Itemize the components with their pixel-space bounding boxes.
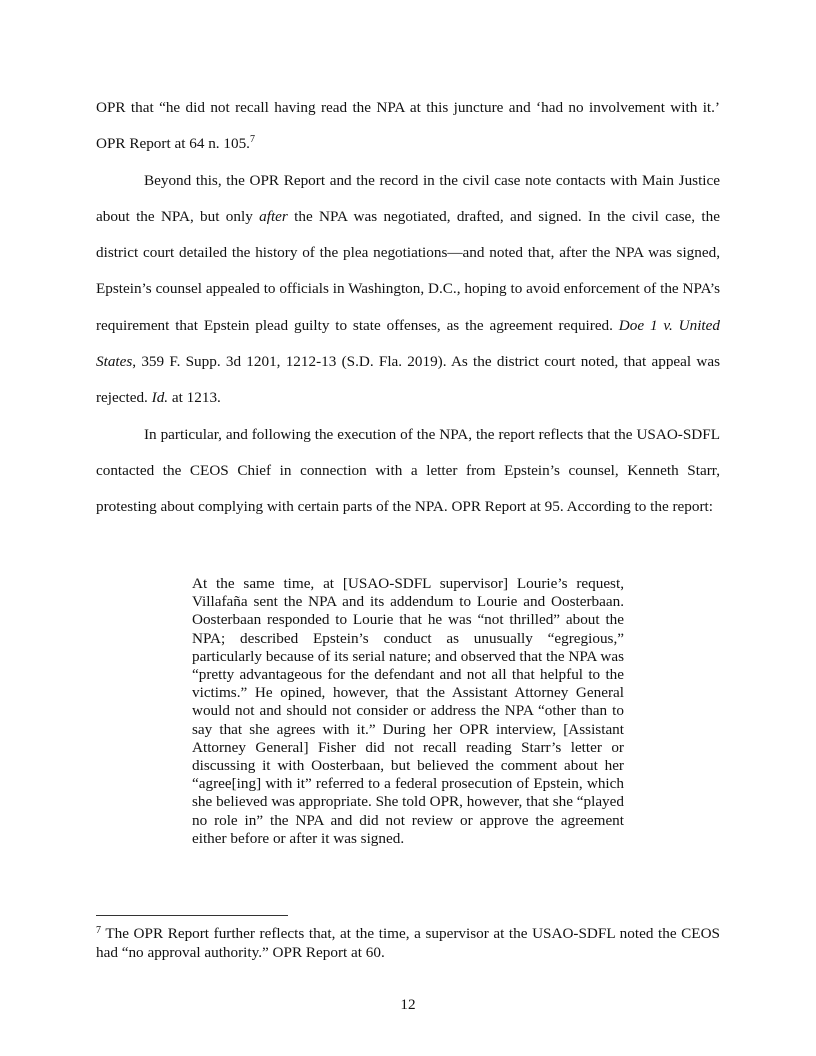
paragraph-2-text: the NPA was negotiated, drafted, and signed. In the civil case, the district court detailed the history of the plea negotiations—and noted that, after the NPA was signed, Epstein’s counsel appealed to officials in Washington, D.C., hoping to avoid enforcement of the NPA’s requirement that Epstein plead guilty to state offenses, as the agreement required. xyxy=(96,207,720,334)
footnote-reference: 7 xyxy=(249,134,255,146)
footnote xyxy=(96,924,720,962)
paragraph-1 xyxy=(96,90,720,163)
paragraph-2-text: , 359 F. Supp. 3d 1201, 1212-13 (S.D. Fla. 2019). As the district court noted, that appeal was rejected. xyxy=(96,353,720,407)
paragraph-3-text: In particular, and following the execution of the NPA, the report reflects that the USAO-SDFL contacted the CEOS Chief in connection with a letter from Epstein’s counsel, Kenneth Starr, protesting about complying with certain parts of the NPA. OPR Report at 95. According to the report: xyxy=(96,425,720,516)
body-text xyxy=(96,90,720,526)
case-citation: Doe 1 v. United States xyxy=(96,316,720,371)
paragraph-3 xyxy=(96,417,720,526)
emphasis-after: after xyxy=(259,207,288,225)
footnote-divider xyxy=(96,915,288,916)
footnote-text: The OPR Report further reflects that, at the time, a supervisor at the USAO-SDFL noted the CEOS had “no approval authority.” OPR Report at 60. xyxy=(96,925,720,961)
paragraph-2 xyxy=(96,163,720,417)
paragraph-2-text: at 1213. xyxy=(168,389,221,407)
paragraph-2-text: Beyond this, the OPR Report and the record in the civil case note contacts with Main Justice about the NPA, but only xyxy=(96,171,720,225)
footnote-number: 7 xyxy=(96,925,101,936)
page-number: 12 xyxy=(400,996,416,1013)
block-quote: At the same time, at [USAO-SDFL supervisor] Lourie’s request, Villafaña sent the NPA and its addendum to Lourie and Oosterbaan. Oosterbaan responded to Lourie that he was “not thrilled” about the NPA; described Epstein’s conduct as unusually “egregious,” particularly because of its serial nature; and observed that the NPA was “pretty advantageous for the defendant and not all that helpful to the victims.” He opined, however, that the Assistant Attorney General would not and should not consider or address the NPA “other than to say that she agrees with it.” During her OPR interview, [Assistant Attorney General] Fisher did not recall reading Starr’s letter or discussing it with Oosterbaan, but believed the comment about her “agree[ing] with it” referred to a federal prosecution of Epstein, which she believed was appropriate. She told OPR, however, that she “played no role in” the NPA and did not review or approve the agreement either before or after it was signed. xyxy=(192,575,624,847)
paragraph-1-text: OPR that “he did not recall having read the NPA at this juncture and ‘had no involvement with it.’ OPR Report at 64 n. 105. xyxy=(96,99,720,153)
id-citation: Id. xyxy=(151,389,169,407)
